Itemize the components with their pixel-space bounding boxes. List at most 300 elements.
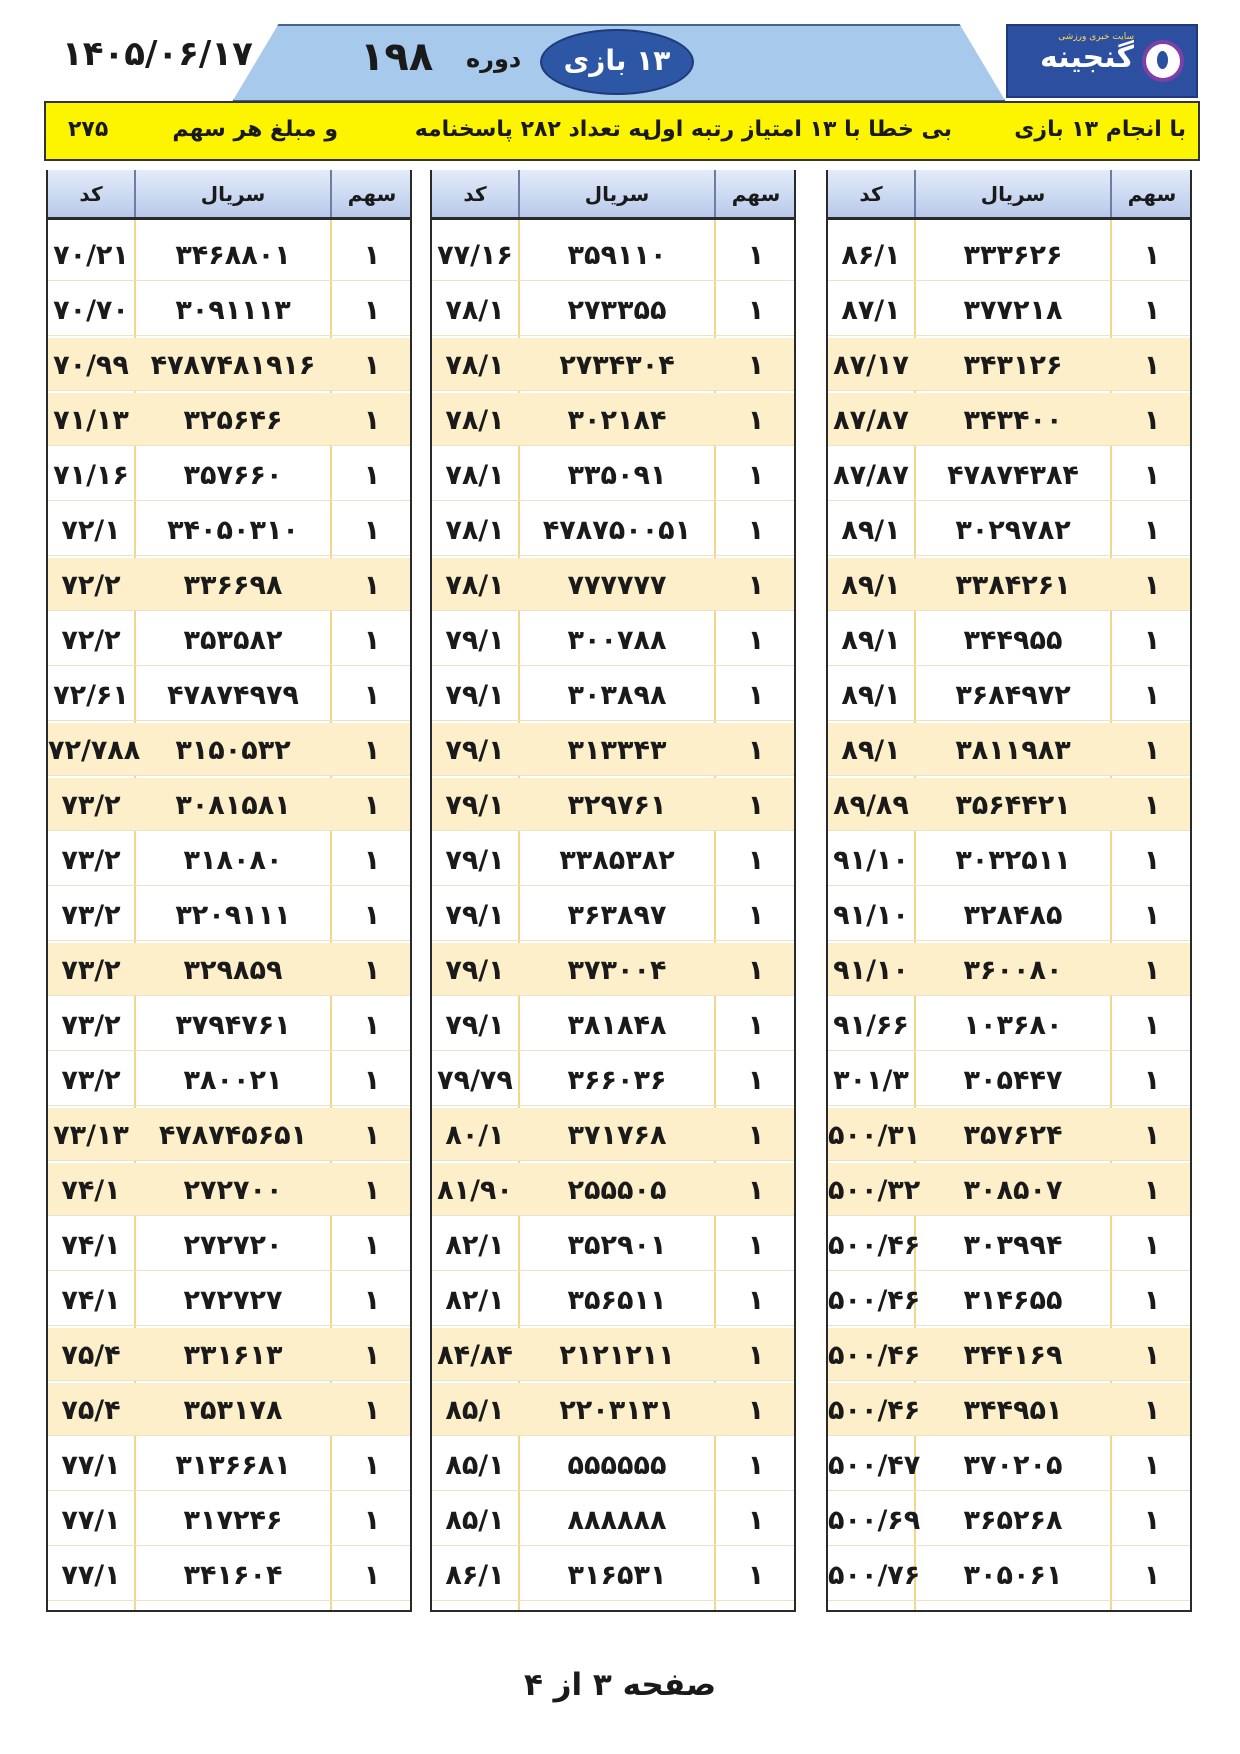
- serial-cell: ۳۱۸۰۸۰: [183, 845, 283, 876]
- code-cell: ۷۳/۲: [61, 900, 121, 931]
- serial-cell: ۳۵۹۱۱۰: [567, 240, 667, 271]
- table-row: [48, 1493, 410, 1546]
- code-cell: ۸۹/۱: [841, 625, 901, 656]
- serial-cell: ۳۷۷۲۱۸: [963, 295, 1063, 326]
- serial-cell: ۳۸۱۸۴۸: [567, 1010, 667, 1041]
- code-cell: ۷۸/۱: [445, 570, 505, 601]
- share-cell: ۱: [747, 625, 765, 656]
- table-header: [48, 170, 410, 220]
- table-row: [432, 1383, 794, 1436]
- table-row: [432, 1328, 794, 1381]
- share-cell: ۱: [1143, 1230, 1161, 1261]
- table-row: [48, 1218, 410, 1271]
- serial-cell: ۳۳۳۶۲۶: [963, 240, 1063, 271]
- serial-cell: ۳۱۳۳۴۳: [567, 735, 667, 766]
- table-row: [432, 1053, 794, 1106]
- share-cell: ۱: [747, 1065, 765, 1096]
- share-cell: ۱: [363, 790, 381, 821]
- share-cell: ۱: [747, 900, 765, 931]
- code-cell: ۸۹/۱: [841, 735, 901, 766]
- share-cell: ۱: [1143, 790, 1161, 821]
- share-cell: ۱: [363, 955, 381, 986]
- code-cell: ۸۱/۹۰: [437, 1175, 513, 1206]
- table-row: [432, 338, 794, 391]
- share-cell: ۱: [747, 1450, 765, 1481]
- logo-wordmark: گنجینه: [1040, 40, 1134, 75]
- code-cell: ۸۰/۱: [445, 1120, 505, 1151]
- header-divider: [1110, 170, 1112, 217]
- table-row: [48, 1328, 410, 1381]
- code-cell: ۷۱/۱۳: [53, 405, 129, 436]
- code-cell: ۷۲/۶۱: [53, 680, 129, 711]
- share-cell: ۱: [363, 350, 381, 381]
- share-cell: ۱: [363, 900, 381, 931]
- serial-cell: ۲۷۳۳۵۵: [567, 295, 667, 326]
- code-cell: ۷۷/۱: [61, 1450, 121, 1481]
- table-row: [828, 228, 1190, 281]
- serial-cell: ۴۷۸۷۴۳۸۴: [947, 460, 1079, 491]
- share-cell: ۱: [363, 1450, 381, 1481]
- share-cell: ۱: [363, 515, 381, 546]
- code-cell: ۹۱/۱۰: [833, 955, 909, 986]
- code-cell: ۷۳/۲: [61, 1010, 121, 1041]
- share-cell: ۱: [1143, 1175, 1161, 1206]
- column-header-serial: سریال: [980, 182, 1046, 206]
- serial-cell: ۳۵۲۹۰۱: [567, 1230, 667, 1261]
- share-cell: ۱: [747, 1560, 765, 1591]
- code-cell: ۸۹/۸۹: [833, 790, 909, 821]
- results-table-3: [46, 170, 412, 1612]
- info-games: با انجام ۱۳ بازی: [1014, 117, 1186, 142]
- code-cell: ۷۱/۱۶: [53, 460, 129, 491]
- serial-cell: ۸۸۸۸۸۸: [567, 1505, 667, 1536]
- code-cell: ۸۷/۱: [841, 295, 901, 326]
- code-cell: ۷۳/۲: [61, 1065, 121, 1096]
- round-number: ۱۹۸: [360, 34, 434, 80]
- table-row: [48, 228, 410, 281]
- code-cell: ۷۸/۱: [445, 295, 505, 326]
- code-cell: ۷۲/۷۸۸: [48, 735, 141, 766]
- serial-cell: ۳۰۸۵۰۷: [963, 1175, 1063, 1206]
- share-cell: ۱: [363, 680, 381, 711]
- serial-cell: ۳۴۰۵۰۳۱۰: [167, 515, 299, 546]
- code-cell: ۸۵/۱: [445, 1505, 505, 1536]
- code-cell: ۳۰۱/۳: [833, 1065, 909, 1096]
- table-row: [432, 1163, 794, 1216]
- serial-cell: ۳۰۲۱۸۴: [567, 405, 667, 436]
- share-cell: ۱: [747, 405, 765, 436]
- share-cell: ۱: [363, 625, 381, 656]
- table-row: [828, 448, 1190, 501]
- share-cell: ۱: [1143, 735, 1161, 766]
- code-cell: ۷۹/۱: [445, 955, 505, 986]
- serial-cell: ۳۴۴۱۶۹: [963, 1340, 1063, 1371]
- serial-cell: ۳۰۲۹۷۸۲: [955, 515, 1071, 546]
- serial-cell: ۳۴۴۹۵۵: [963, 625, 1063, 656]
- serial-cell: ۴۷۸۷۴۹۷۹: [167, 680, 299, 711]
- serial-cell: ۲۷۲۷۰۰: [183, 1175, 283, 1206]
- code-cell: ۸۹/۱: [841, 570, 901, 601]
- share-cell: ۱: [747, 1175, 765, 1206]
- results-table-2: [430, 170, 796, 1612]
- serial-cell: ۳۳۸۴۲۶۱: [955, 570, 1071, 601]
- code-cell: ۷۲/۲: [61, 625, 121, 656]
- code-cell: ۷۷/۱: [61, 1560, 121, 1591]
- share-cell: ۱: [747, 680, 765, 711]
- share-cell: ۱: [1143, 405, 1161, 436]
- serial-cell: ۳۶۵۲۶۸: [963, 1505, 1063, 1536]
- serial-cell: ۳۴۶۸۸۰۱: [175, 240, 291, 271]
- table-row: [432, 613, 794, 666]
- share-cell: ۱: [747, 1010, 765, 1041]
- serial-cell: ۳۱۵۰۵۳۲: [175, 735, 291, 766]
- code-cell: ۷۴/۱: [61, 1175, 121, 1206]
- serial-cell: ۳۷۰۲۰۵: [963, 1450, 1063, 1481]
- column-header-serial: سریال: [200, 182, 266, 206]
- table-row: [432, 503, 794, 556]
- column-header-code: کد: [463, 182, 487, 206]
- share-cell: ۱: [363, 570, 381, 601]
- header-divider: [714, 170, 716, 217]
- logo-emblem-icon: [1142, 40, 1184, 82]
- serial-cell: ۳۰۳۲۵۱۱: [955, 845, 1071, 876]
- share-cell: ۱: [747, 1230, 765, 1261]
- code-cell: ۸۷/۸۷: [833, 405, 909, 436]
- share-cell: ۱: [747, 845, 765, 876]
- table-row: [48, 1273, 410, 1326]
- table-row: [828, 338, 1190, 391]
- table-row: [828, 1328, 1190, 1381]
- code-cell: ۸۵/۱: [445, 1395, 505, 1426]
- share-cell: ۱: [363, 1395, 381, 1426]
- code-cell: ۷۳/۲: [61, 955, 121, 986]
- share-cell: ۱: [1143, 900, 1161, 931]
- serial-cell: ۳۰۵۰۶۱: [963, 1560, 1063, 1591]
- serial-cell: ۲۷۲۷۲۰: [183, 1230, 283, 1261]
- code-cell: ۵۰۰/۴۷: [828, 1450, 921, 1481]
- share-cell: ۱: [363, 1230, 381, 1261]
- table-row: [432, 1108, 794, 1161]
- table-row: [48, 833, 410, 886]
- serial-cell: ۳۲۵۶۴۶: [183, 405, 283, 436]
- share-cell: ۱: [1143, 295, 1161, 326]
- share-cell: ۱: [1143, 845, 1161, 876]
- table-row: [432, 723, 794, 776]
- table-row: [48, 283, 410, 336]
- column-header-code: کد: [79, 182, 103, 206]
- share-cell: ۱: [363, 1065, 381, 1096]
- table-row: [828, 1163, 1190, 1216]
- header-divider: [330, 170, 332, 217]
- code-cell: ۷۹/۷۹: [437, 1065, 513, 1096]
- serial-cell: ۳۴۳۱۲۶: [963, 350, 1063, 381]
- table-row: [432, 888, 794, 941]
- table-row: [828, 1053, 1190, 1106]
- serial-cell: ۳۳۸۵۳۸۲: [559, 845, 675, 876]
- code-cell: ۷۳/۱۳: [53, 1120, 129, 1151]
- code-cell: ۷۲/۱: [61, 515, 121, 546]
- code-cell: ۷۸/۱: [445, 460, 505, 491]
- serial-cell: ۲۱۲۱۲۱۱: [559, 1340, 675, 1371]
- table-row: [432, 393, 794, 446]
- table-row: [828, 1548, 1190, 1601]
- table-header: [432, 170, 794, 220]
- column-header-serial: سریال: [584, 182, 650, 206]
- serial-cell: ۳۰۰۷۸۸: [567, 625, 667, 656]
- table-row: [828, 888, 1190, 941]
- share-cell: ۱: [1143, 1010, 1161, 1041]
- table-row: [48, 1438, 410, 1491]
- serial-cell: ۳۶۰۰۸۰: [963, 955, 1063, 986]
- brand-logo: [1006, 24, 1198, 98]
- share-cell: ۱: [363, 735, 381, 766]
- code-cell: ۹۱/۱۰: [833, 900, 909, 931]
- info-count: به تعداد ۲۸۲ پاسخنامه: [414, 117, 650, 142]
- serial-cell: ۳۳۱۶۱۳: [183, 1340, 283, 1371]
- share-cell: ۱: [363, 1010, 381, 1041]
- serial-cell: ۳۵۷۶۶۰: [183, 460, 283, 491]
- share-cell: ۱: [1143, 515, 1161, 546]
- table-row: [432, 943, 794, 996]
- share-cell: ۱: [1143, 460, 1161, 491]
- code-cell: ۷۹/۱: [445, 625, 505, 656]
- info-share-amount: ۲۷۵: [68, 117, 109, 142]
- serial-cell: ۳۷۹۴۷۶۱: [175, 1010, 291, 1041]
- code-cell: ۸۹/۱: [841, 680, 901, 711]
- table-row: [432, 283, 794, 336]
- code-cell: ۷۷/۱۶: [437, 240, 513, 271]
- table-row: [432, 448, 794, 501]
- table-row: [432, 1493, 794, 1546]
- code-cell: ۷۰/۲۱: [53, 240, 129, 271]
- code-cell: ۵۰۰/۷۶: [828, 1560, 921, 1591]
- serial-cell: ۱۰۳۶۸۰: [963, 1010, 1063, 1041]
- serial-cell: ۳۲۸۴۸۵: [963, 900, 1063, 931]
- share-cell: ۱: [747, 790, 765, 821]
- code-cell: ۷۹/۱: [445, 735, 505, 766]
- share-cell: ۱: [1143, 1120, 1161, 1151]
- serial-cell: ۳۰۵۴۴۷: [963, 1065, 1063, 1096]
- prize-info-bar: [44, 101, 1200, 161]
- round-label: دوره: [466, 45, 522, 73]
- serial-cell: ۴۷۸۷۵۰۰۵۱: [542, 515, 692, 546]
- code-cell: ۷۳/۲: [61, 790, 121, 821]
- code-cell: ۷۹/۱: [445, 790, 505, 821]
- results-table-1: [826, 170, 1192, 1612]
- share-cell: ۱: [363, 295, 381, 326]
- share-cell: ۱: [1143, 680, 1161, 711]
- table-row: [48, 998, 410, 1051]
- share-cell: ۱: [363, 1285, 381, 1316]
- table-row: [432, 558, 794, 611]
- code-cell: ۷۷/۱: [61, 1505, 121, 1536]
- table-row: [48, 668, 410, 721]
- serial-cell: ۳۶۸۴۹۷۲: [955, 680, 1071, 711]
- code-cell: ۹۱/۱۰: [833, 845, 909, 876]
- code-cell: ۸۲/۱: [445, 1230, 505, 1261]
- table-row: [432, 1273, 794, 1326]
- share-cell: ۱: [747, 1120, 765, 1151]
- table-row: [48, 613, 410, 666]
- share-cell: ۱: [747, 460, 765, 491]
- serial-cell: ۳۰۳۹۹۴: [963, 1230, 1063, 1261]
- code-cell: ۵۰۰/۶۹: [828, 1505, 921, 1536]
- code-cell: ۸۶/۱: [445, 1560, 505, 1591]
- serial-cell: ۷۷۷۷۷۷: [567, 570, 667, 601]
- code-cell: ۸۹/۱: [841, 515, 901, 546]
- code-cell: ۸۷/۸۷: [833, 460, 909, 491]
- code-cell: ۷۹/۱: [445, 680, 505, 711]
- serial-cell: ۳۰۹۱۱۱۳: [175, 295, 291, 326]
- share-cell: ۱: [363, 1560, 381, 1591]
- table-row: [828, 833, 1190, 886]
- serial-cell: ۳۷۱۷۶۸: [567, 1120, 667, 1151]
- serial-cell: ۳۵۳۵۸۲: [183, 625, 283, 656]
- share-cell: ۱: [1143, 1065, 1161, 1096]
- share-cell: ۱: [363, 460, 381, 491]
- share-cell: ۱: [363, 240, 381, 271]
- table-row: [432, 778, 794, 831]
- table-row: [828, 393, 1190, 446]
- serial-cell: ۳۴۴۹۵۱: [963, 1395, 1063, 1426]
- table-row: [48, 1053, 410, 1106]
- table-row: [48, 503, 410, 556]
- table-row: [828, 1273, 1190, 1326]
- serial-cell: ۳۳۵۰۹۱: [567, 460, 667, 491]
- code-cell: ۷۰/۹۹: [53, 350, 129, 381]
- serial-cell: ۳۳۶۶۹۸: [183, 570, 283, 601]
- page-number: صفحه ۳ از ۴: [523, 1667, 717, 1703]
- serial-cell: ۳۲۹۸۵۹: [183, 955, 283, 986]
- serial-cell: ۳۱۷۲۴۶: [183, 1505, 283, 1536]
- table-row: [48, 338, 410, 391]
- column-header-share: سهم: [1127, 182, 1177, 206]
- share-cell: ۱: [1143, 240, 1161, 271]
- table-row: [828, 778, 1190, 831]
- table-row: [48, 558, 410, 611]
- serial-cell: ۲۷۳۴۳۰۴: [559, 350, 675, 381]
- share-cell: ۱: [1143, 1395, 1161, 1426]
- code-cell: ۷۸/۱: [445, 350, 505, 381]
- serial-cell: ۳۲۰۹۱۱۱: [175, 900, 291, 931]
- share-cell: ۱: [747, 735, 765, 766]
- table-row: [48, 888, 410, 941]
- share-cell: ۱: [1143, 1560, 1161, 1591]
- table-row: [828, 668, 1190, 721]
- serial-cell: ۳۱۶۵۳۱: [567, 1560, 667, 1591]
- serial-cell: ۳۷۳۰۰۴: [567, 955, 667, 986]
- share-cell: ۱: [1143, 350, 1161, 381]
- share-cell: ۱: [363, 1505, 381, 1536]
- share-cell: ۱: [747, 1340, 765, 1371]
- table-row: [828, 1493, 1190, 1546]
- game-type-badge: ۱۳ بازی: [540, 29, 694, 95]
- table-row: [48, 1108, 410, 1161]
- code-cell: ۹۱/۶۶: [833, 1010, 909, 1041]
- share-cell: ۱: [1143, 625, 1161, 656]
- code-cell: ۸۲/۱: [445, 1285, 505, 1316]
- code-cell: ۵۰۰/۴۶: [828, 1230, 921, 1261]
- column-header-share: سهم: [731, 182, 781, 206]
- serial-cell: ۳۵۶۵۱۱: [567, 1285, 667, 1316]
- table-row: [828, 283, 1190, 336]
- share-cell: ۱: [1143, 1285, 1161, 1316]
- code-cell: ۵۰۰/۴۶: [828, 1395, 921, 1426]
- header-divider: [914, 170, 916, 217]
- share-cell: ۱: [363, 1340, 381, 1371]
- share-cell: ۱: [747, 350, 765, 381]
- draw-date: ۱۴۰۵/۰۶/۱۷: [62, 34, 253, 74]
- serial-cell: ۳۴۱۶۰۴: [183, 1560, 283, 1591]
- share-cell: ۱: [363, 405, 381, 436]
- table-row: [828, 1438, 1190, 1491]
- serial-cell: ۳۰۸۱۵۸۱: [175, 790, 291, 821]
- share-cell: ۱: [747, 1285, 765, 1316]
- table-row: [828, 558, 1190, 611]
- table-row: [828, 998, 1190, 1051]
- code-cell: ۸۴/۸۴: [437, 1340, 513, 1371]
- table-row: [828, 723, 1190, 776]
- share-cell: ۱: [747, 515, 765, 546]
- share-cell: ۱: [1143, 1450, 1161, 1481]
- code-cell: ۷۵/۴: [61, 1395, 121, 1426]
- table-row: [432, 1548, 794, 1601]
- serial-cell: ۳۲۹۷۶۱: [567, 790, 667, 821]
- share-cell: ۱: [363, 1175, 381, 1206]
- code-cell: ۵۰۰/۴۶: [828, 1285, 921, 1316]
- code-cell: ۵۰۰/۴۶: [828, 1340, 921, 1371]
- table-row: [48, 943, 410, 996]
- share-cell: ۱: [1143, 570, 1161, 601]
- share-cell: ۱: [1143, 955, 1161, 986]
- table-row: [828, 1218, 1190, 1271]
- info-share-label: و مبلغ هر سهم: [172, 117, 338, 142]
- code-cell: ۵۰۰/۳۱: [828, 1120, 921, 1151]
- header-divider: [518, 170, 520, 217]
- share-cell: ۱: [747, 955, 765, 986]
- serial-cell: ۳۸۱۱۹۸۳: [955, 735, 1071, 766]
- share-cell: ۱: [747, 570, 765, 601]
- table-row: [432, 1438, 794, 1491]
- code-cell: ۷۹/۱: [445, 845, 505, 876]
- code-cell: ۷۰/۷۰: [53, 295, 129, 326]
- serial-cell: ۳۱۴۶۵۵: [963, 1285, 1063, 1316]
- code-cell: ۵۰۰/۳۲: [828, 1175, 921, 1206]
- serial-cell: ۴۷۸۷۴۸۱۹۱۶: [150, 350, 316, 381]
- code-cell: ۸۶/۱: [841, 240, 901, 271]
- table-row: [432, 1218, 794, 1271]
- table-row: [432, 833, 794, 886]
- table-row: [48, 1163, 410, 1216]
- share-cell: ۱: [747, 295, 765, 326]
- serial-cell: ۳۶۶۰۳۶: [567, 1065, 667, 1096]
- serial-cell: ۲۷۲۷۲۷: [183, 1285, 283, 1316]
- table-row: [48, 393, 410, 446]
- code-cell: ۷۹/۱: [445, 900, 505, 931]
- code-cell: ۷۲/۲: [61, 570, 121, 601]
- code-cell: ۷۵/۴: [61, 1340, 121, 1371]
- table-row: [48, 448, 410, 501]
- table-row: [48, 1548, 410, 1601]
- table-row: [432, 228, 794, 281]
- table-row: [828, 943, 1190, 996]
- serial-cell: ۲۲۰۳۱۳۱: [559, 1395, 675, 1426]
- share-cell: ۱: [363, 1120, 381, 1151]
- table-row: [828, 1108, 1190, 1161]
- code-cell: ۸۵/۱: [445, 1450, 505, 1481]
- serial-cell: ۳۵۶۴۴۲۱: [955, 790, 1071, 821]
- code-cell: ۷۳/۲: [61, 845, 121, 876]
